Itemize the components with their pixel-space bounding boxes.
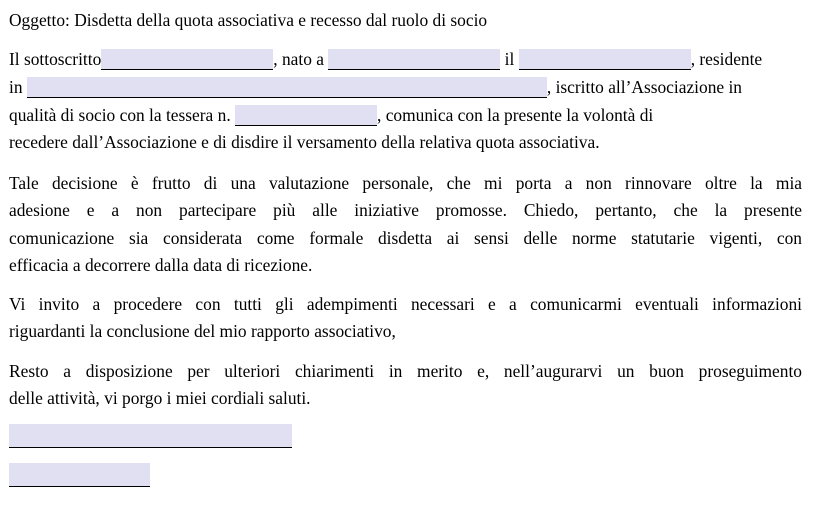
date-field[interactable] xyxy=(9,463,150,487)
paragraph-4-line-1: Resto a disposizione per ulteriori chiarimenti in merito e, nell’augurarvi un buon proseguimento xyxy=(9,361,802,381)
name-field[interactable] xyxy=(101,49,273,70)
paragraph-3-line-1: Vi invito a procedere con tutti gli adempimenti necessari e a comunicarmi eventuali informazioni xyxy=(9,294,802,314)
text-qualita: qualità di socio con la tessera n. xyxy=(9,105,236,125)
paragraph-2-line-4: efficacia a decorrere dalla data di ricezione. xyxy=(9,255,313,275)
residence-field[interactable] xyxy=(27,77,547,98)
text-il: il xyxy=(500,49,519,69)
paragraph-1-line-1 xyxy=(9,48,762,70)
signature-field[interactable] xyxy=(9,424,292,448)
paragraph-2-line-1: Tale decisione è frutto di una valutazione personale, che mi porta a non rinnovare oltre la mia xyxy=(9,173,802,193)
text-nato-a: , nato a xyxy=(273,49,329,69)
paragraph-2-line-2: adesione e a non partecipare più alle iniziative promosse. Chiedo, pertanto, che la presente xyxy=(9,200,802,220)
text-iscritto: , iscritto all’Associazione in xyxy=(546,77,742,97)
text-in: in xyxy=(9,77,27,97)
text-sottoscritto: Il sottoscritto xyxy=(9,49,102,69)
paragraph-1-line-4: recedere dall’Associazione e di disdire il versamento della relativa quota associativa. xyxy=(9,132,600,152)
text-residente: , residente xyxy=(690,49,763,69)
birthdate-field[interactable] xyxy=(519,49,691,70)
birthplace-field[interactable] xyxy=(328,49,500,70)
paragraph-1-line-3 xyxy=(9,104,653,126)
card-number-field[interactable] xyxy=(235,105,377,126)
paragraph-2-line-3: comunicazione sia considerata come formale disdetta ai sensi delle norme statutarie vigenti, con xyxy=(9,228,802,248)
paragraph-3-line-2: riguardanti la conclusione del mio rapporto associativo, xyxy=(9,321,396,341)
paragraph-4-line-2: delle attività, vi porgo i miei cordiali saluti. xyxy=(9,388,311,408)
subject-line: Oggetto: Disdetta della quota associativa e recesso dal ruolo di socio xyxy=(9,10,488,30)
paragraph-1-line-2 xyxy=(9,76,742,98)
text-comunica: , comunica con la presente la volontà di xyxy=(377,105,654,125)
